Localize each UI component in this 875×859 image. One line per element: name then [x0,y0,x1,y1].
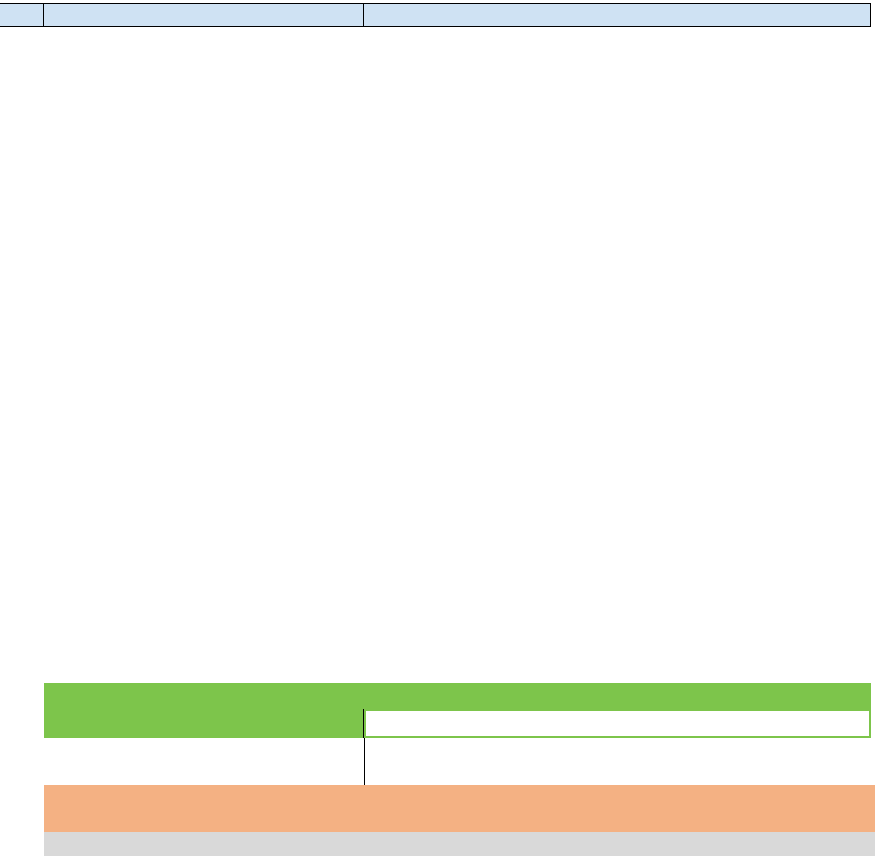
property-name-cell [364,709,871,738]
address-row-1 [0,738,875,762]
header-details [364,3,871,27]
contact-row-owner [0,785,875,809]
owner-contact [364,785,875,809]
header-key-points [44,3,364,27]
email-row [0,832,875,856]
address-line-1 [364,738,871,762]
email-label [44,832,364,856]
contact-label [44,785,364,809]
babji-contact [364,809,875,832]
address-row-2 [0,762,875,785]
green-band-row [0,683,875,709]
email-value [364,832,875,856]
header-sno [0,3,44,27]
location-label [44,709,364,738]
map-link-cell [44,738,364,762]
contact-row-babji [0,809,875,832]
header-row [0,3,875,27]
location-row [0,709,875,738]
address-line-2 [364,762,871,785]
